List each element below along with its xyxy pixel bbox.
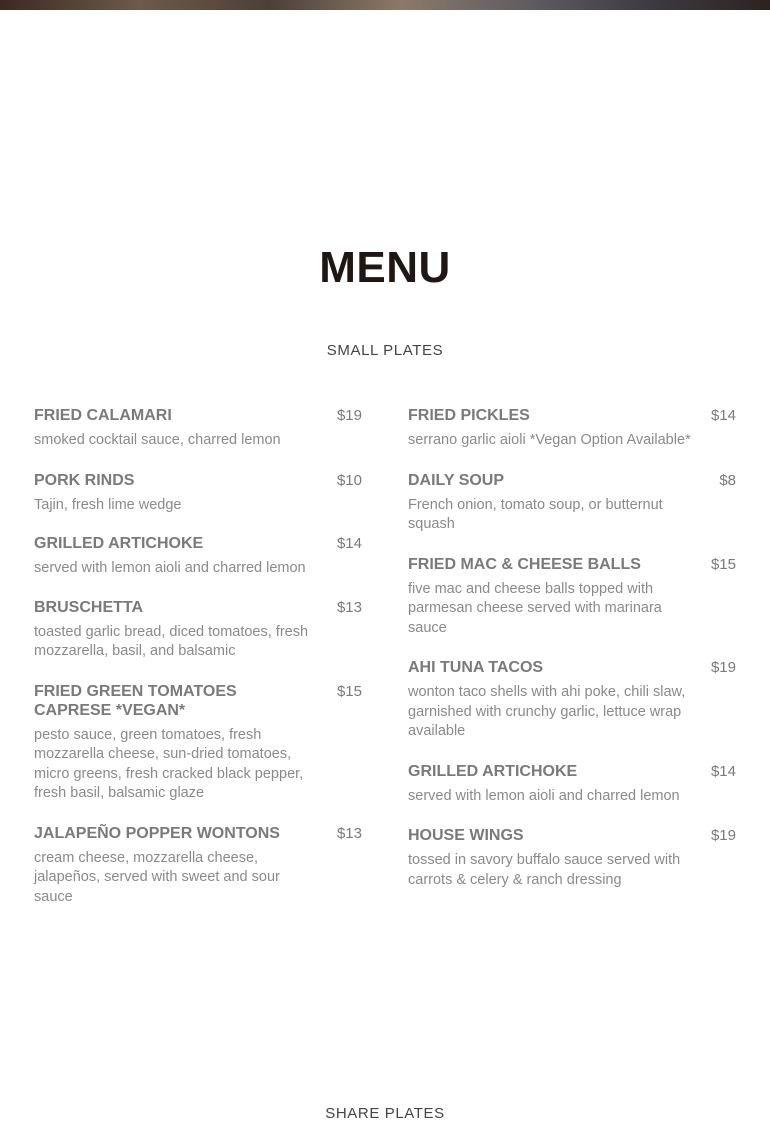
menu-item bbox=[34, 682, 362, 804]
section-heading-small-plates: SMALL PLATES bbox=[326, 342, 444, 359]
item-name: GRILLED ARTICHOKE bbox=[34, 535, 204, 552]
item-price: $15 bbox=[336, 682, 362, 700]
menu-item bbox=[408, 826, 736, 890]
item-description: tossed in savory buffalo sauce served with carrots & celery & ranch dressing bbox=[408, 852, 681, 888]
item-description: Tajin, fresh lime wedge bbox=[34, 496, 182, 513]
item-price: $13 bbox=[336, 598, 362, 616]
item-price: $19 bbox=[336, 407, 362, 424]
item-description: smoked cocktail sauce, charred lemon bbox=[34, 432, 281, 448]
item-price: $10 bbox=[336, 471, 362, 489]
item-name: FRIED GREEN TOMATOES CAPRESE *VEGAN* bbox=[34, 682, 237, 719]
item-price: $19 bbox=[710, 827, 736, 844]
menu-column-right bbox=[408, 406, 736, 890]
item-description: served with lemon aioli and charred lemon bbox=[34, 560, 306, 576]
item-name: BRUSCHETTA bbox=[34, 598, 144, 616]
item-price: $14 bbox=[710, 762, 736, 780]
menu-item bbox=[34, 534, 362, 579]
item-description: served with lemon aioli and charred lemon bbox=[408, 787, 680, 804]
item-price: $19 bbox=[710, 659, 736, 676]
item-name: PORK RINDS bbox=[34, 471, 135, 489]
item-name: FRIED MAC & CHEESE BALLS bbox=[408, 555, 641, 573]
hero-image-strip bbox=[0, 0, 770, 10]
item-description: serrano garlic aioli *Vegan Option Available* bbox=[408, 432, 691, 448]
item-price: $14 bbox=[710, 407, 736, 424]
menu-item bbox=[34, 406, 362, 451]
menu-column-left bbox=[34, 406, 362, 907]
item-name: FRIED CALAMARI bbox=[34, 407, 172, 424]
item-price: $15 bbox=[710, 555, 736, 573]
menu-item bbox=[34, 598, 362, 662]
item-description: French onion, tomato soup, or butternut squash bbox=[408, 496, 663, 532]
item-price: $13 bbox=[336, 824, 362, 842]
section-heading-share-plates: SHARE PLATES bbox=[325, 1105, 445, 1122]
menu-item bbox=[34, 471, 362, 516]
menu-item bbox=[408, 762, 736, 807]
item-name: HOUSE WINGS bbox=[408, 827, 524, 844]
menu-item bbox=[408, 658, 736, 742]
item-name: FRIED PICKLES bbox=[408, 407, 530, 424]
item-name: AHI TUNA TACOS bbox=[408, 659, 544, 676]
item-price: $14 bbox=[336, 535, 362, 552]
item-price: $8 bbox=[719, 471, 736, 489]
item-description: wonton taco shells with ahi poke, chili slaw, garnished with crunchy garlic, lettuce wrap available bbox=[408, 684, 686, 739]
item-description: five mac and cheese balls topped with parmesan cheese served with marinara sauce bbox=[408, 580, 662, 636]
item-description: toasted garlic bread, diced tomatoes, fresh mozzarella, basil, and balsamic bbox=[34, 623, 309, 659]
menu-item bbox=[408, 406, 736, 451]
menu-item bbox=[408, 555, 736, 639]
menu-title: MENU bbox=[319, 243, 451, 292]
item-name: DAILY SOUP bbox=[408, 471, 505, 489]
item-description: pesto sauce, green tomatoes, fresh mozzarella cheese, sun-dried tomatoes, micro greens, fresh cracked black pepper, fresh basil, balsamic glaze bbox=[34, 726, 304, 801]
item-name: JALAPEÑO POPPER WONTONS bbox=[34, 824, 280, 842]
item-name: GRILLED ARTICHOKE bbox=[408, 762, 578, 780]
item-description: cream cheese, mozzarella cheese, jalapeños, served with sweet and sour sauce bbox=[34, 849, 280, 905]
menu-item bbox=[408, 471, 736, 535]
menu-item bbox=[34, 824, 362, 908]
